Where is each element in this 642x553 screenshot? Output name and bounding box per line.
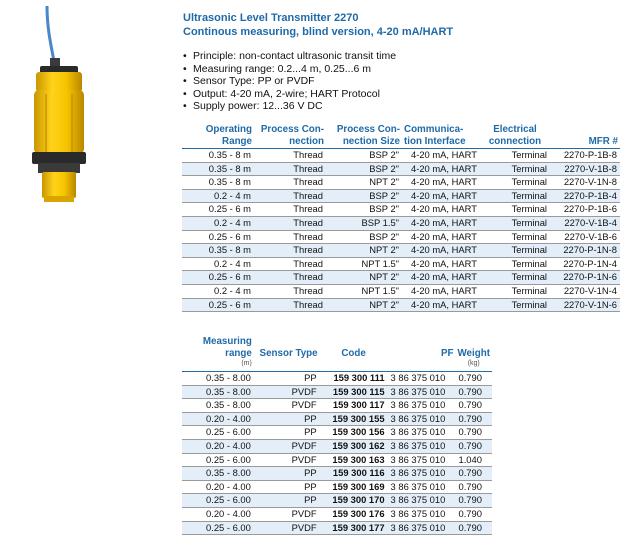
cell-range: 0.25 - 6 m <box>182 298 254 312</box>
cell-electrical: Terminal <box>480 216 550 230</box>
header-operating-range: Operating Range <box>182 124 254 149</box>
cell-mfr: 2270-P-1B-8 <box>550 149 620 163</box>
cell-sensor: PVDF <box>254 453 320 467</box>
cell-size: BSP 2" <box>326 162 402 176</box>
cell-electrical: Terminal <box>480 298 550 312</box>
cell-interface: 4-20 mA, HART <box>402 162 480 176</box>
table-row <box>182 149 620 163</box>
cell-interface: 4-20 mA, HART <box>402 257 480 271</box>
cell-electrical: Terminal <box>480 189 550 203</box>
cell-electrical: Terminal <box>480 271 550 285</box>
cell-weight: 0.790 <box>455 480 492 494</box>
cell-process: Thread <box>254 271 326 285</box>
cell-size: NPT 2" <box>326 176 402 190</box>
cell-code: 159 300 111 <box>320 372 388 386</box>
cell-range: 0.35 - 8 m <box>182 149 254 163</box>
cell-pf: 3 86 375 010 <box>388 453 456 467</box>
cell-mfr: 2270-P-1N-4 <box>550 257 620 271</box>
cell-range: 0.35 - 8.00 <box>182 467 254 481</box>
cell-pf: 3 86 375 010 <box>388 507 456 521</box>
cell-weight: 1.040 <box>455 453 492 467</box>
cell-weight: 0.790 <box>455 399 492 413</box>
cell-pf: 3 86 375 010 <box>388 521 456 535</box>
table-row <box>182 439 492 453</box>
cell-range: 0.20 - 4.00 <box>182 439 254 453</box>
cell-pf: 3 86 375 010 <box>388 480 456 494</box>
cell-mfr: 2270-V-1N-6 <box>550 298 620 312</box>
cell-pf: 3 86 375 010 <box>388 412 456 426</box>
cell-code: 159 300 162 <box>320 439 388 453</box>
cell-sensor: PP <box>254 412 320 426</box>
cell-range: 0.25 - 6 m <box>182 203 254 217</box>
product-title: Ultrasonic Level Transmitter 2270 <box>183 12 359 24</box>
feature-item: • Measuring range: 0.2...4 m, 0.25...6 m <box>183 63 396 76</box>
feature-list <box>183 50 396 113</box>
cell-sensor: PP <box>254 467 320 481</box>
cell-interface: 4-20 mA, HART <box>402 189 480 203</box>
cell-process: Thread <box>254 216 326 230</box>
cell-size: BSP 2" <box>326 149 402 163</box>
cell-process: Thread <box>254 284 326 298</box>
table-row <box>182 399 492 413</box>
cell-electrical: Terminal <box>480 203 550 217</box>
cell-sensor: PVDF <box>254 439 320 453</box>
cell-range: 0.35 - 8 m <box>182 176 254 190</box>
cell-sensor: PP <box>254 426 320 440</box>
cell-process: Thread <box>254 257 326 271</box>
header-electrical-connection: Electrical connection <box>480 124 550 149</box>
cell-electrical: Terminal <box>480 244 550 258</box>
cell-range: 0.35 - 8.00 <box>182 372 254 386</box>
table-row <box>182 480 492 494</box>
cell-size: NPT 1.5" <box>326 284 402 298</box>
ordering-table <box>182 336 492 535</box>
cell-size: NPT 2" <box>326 298 402 312</box>
unit-range: (m) <box>182 359 254 372</box>
header-code: Code <box>341 347 366 359</box>
table-row <box>182 385 492 399</box>
cell-pf: 3 86 375 010 <box>388 467 456 481</box>
specification-table <box>182 124 620 312</box>
table-row <box>182 189 620 203</box>
cell-electrical: Terminal <box>480 257 550 271</box>
cell-code: 159 300 115 <box>320 385 388 399</box>
cell-sensor: PP <box>254 480 320 494</box>
cell-mfr: 2270-V-1N-4 <box>550 284 620 298</box>
cell-code: 159 300 170 <box>320 494 388 508</box>
cell-range: 0.35 - 8 m <box>182 162 254 176</box>
cell-sensor: PVDF <box>254 385 320 399</box>
cell-weight: 0.790 <box>455 426 492 440</box>
cell-mfr: 2270-V-1B-6 <box>550 230 620 244</box>
cell-pf: 3 86 375 010 <box>388 372 456 386</box>
cell-weight: 0.790 <box>455 521 492 535</box>
cell-range: 0.25 - 6 m <box>182 230 254 244</box>
cell-code: 159 300 169 <box>320 480 388 494</box>
cell-range: 0.25 - 6 m <box>182 271 254 285</box>
table-row <box>182 216 620 230</box>
cell-size: NPT 1.5" <box>326 257 402 271</box>
cell-electrical: Terminal <box>480 162 550 176</box>
table-row <box>182 257 620 271</box>
cell-range: 0.25 - 6.00 <box>182 426 254 440</box>
cell-code: 159 300 163 <box>320 453 388 467</box>
cell-sensor: PVDF <box>254 399 320 413</box>
header-sensor-type: Sensor Type <box>259 347 318 359</box>
cell-range: 0.35 - 8.00 <box>182 399 254 413</box>
unit-weight: (kg) <box>455 359 492 372</box>
cell-size: BSP 2" <box>326 189 402 203</box>
table-row <box>182 521 492 535</box>
cell-weight: 0.790 <box>455 507 492 521</box>
cell-pf: 3 86 375 010 <box>388 439 456 453</box>
cell-size: NPT 2" <box>326 271 402 285</box>
cell-weight: 0.790 <box>455 439 492 453</box>
cell-size: BSP 2" <box>326 230 402 244</box>
cell-code: 159 300 176 <box>320 507 388 521</box>
table-row <box>182 412 492 426</box>
table-row <box>182 203 620 217</box>
cell-range: 0.2 - 4 m <box>182 216 254 230</box>
cell-process: Thread <box>254 203 326 217</box>
cell-range: 0.35 - 8.00 <box>182 385 254 399</box>
cell-weight: 0.790 <box>455 412 492 426</box>
cell-mfr: 2270-P-1B-4 <box>550 189 620 203</box>
cell-pf: 3 86 375 010 <box>388 399 456 413</box>
cell-range: 0.25 - 6.00 <box>182 521 254 535</box>
cell-size: BSP 1.5" <box>326 216 402 230</box>
header-pf: PF <box>440 347 454 359</box>
cell-weight: 0.790 <box>455 385 492 399</box>
cell-range: 0.2 - 4 m <box>182 189 254 203</box>
header-connection-size: Process Con- nection Size <box>326 124 402 149</box>
cell-sensor: PVDF <box>254 507 320 521</box>
cell-code: 159 300 156 <box>320 426 388 440</box>
cell-range: 0.20 - 4.00 <box>182 507 254 521</box>
cell-weight: 0.790 <box>455 372 492 386</box>
cell-code: 159 300 155 <box>320 412 388 426</box>
header-mfr: MFR # <box>550 124 620 149</box>
cell-electrical: Terminal <box>480 284 550 298</box>
cell-interface: 4-20 mA, HART <box>402 149 480 163</box>
cell-process: Thread <box>254 149 326 163</box>
table-row <box>182 426 492 440</box>
cell-range: 0.25 - 6.00 <box>182 494 254 508</box>
transmitter-product-image <box>14 6 104 216</box>
cell-mfr: 2270-V-1N-8 <box>550 176 620 190</box>
cell-size: BSP 2" <box>326 203 402 217</box>
header-process-connection: Process Con- nection <box>254 124 326 149</box>
header-weight: Weight <box>457 347 490 359</box>
cell-weight: 0.790 <box>455 467 492 481</box>
cell-code: 159 300 177 <box>320 521 388 535</box>
table-row <box>182 298 620 312</box>
cell-electrical: Terminal <box>480 149 550 163</box>
cell-pf: 3 86 375 010 <box>388 426 456 440</box>
cell-interface: 4-20 mA, HART <box>402 176 480 190</box>
table-row <box>182 372 492 386</box>
cell-interface: 4-20 mA, HART <box>402 284 480 298</box>
header-communication-interface: Communica- tion Interface <box>402 124 480 149</box>
cell-process: Thread <box>254 298 326 312</box>
cell-range: 0.25 - 6.00 <box>182 453 254 467</box>
cell-process: Thread <box>254 244 326 258</box>
cell-process: Thread <box>254 189 326 203</box>
cell-process: Thread <box>254 176 326 190</box>
cell-size: NPT 2" <box>326 244 402 258</box>
cell-mfr: 2270-V-1B-4 <box>550 216 620 230</box>
cell-electrical: Terminal <box>480 176 550 190</box>
cell-interface: 4-20 mA, HART <box>402 216 480 230</box>
cell-sensor: PVDF <box>254 521 320 535</box>
table-row <box>182 453 492 467</box>
table-row <box>182 494 492 508</box>
cell-mfr: 2270-P-1B-6 <box>550 203 620 217</box>
table-row <box>182 284 620 298</box>
cell-interface: 4-20 mA, HART <box>402 298 480 312</box>
cell-code: 159 300 116 <box>320 467 388 481</box>
table-row <box>182 271 620 285</box>
feature-item: • Supply power: 12...36 V DC <box>183 100 396 113</box>
cell-code: 159 300 117 <box>320 399 388 413</box>
product-subtitle: Continous measuring, blind version, 4-20 mA/HART <box>183 26 454 38</box>
table-row <box>182 176 620 190</box>
cell-interface: 4-20 mA, HART <box>402 230 480 244</box>
table-row <box>182 230 620 244</box>
cell-pf: 3 86 375 010 <box>388 494 456 508</box>
cell-electrical: Terminal <box>480 230 550 244</box>
cell-weight: 0.790 <box>455 494 492 508</box>
cell-sensor: PP <box>254 494 320 508</box>
cell-range: 0.20 - 4.00 <box>182 412 254 426</box>
table-row <box>182 467 492 481</box>
cell-mfr: 2270-V-1B-8 <box>550 162 620 176</box>
cell-mfr: 2270-P-1N-6 <box>550 271 620 285</box>
cell-range: 0.35 - 8 m <box>182 244 254 258</box>
table-row <box>182 507 492 521</box>
feature-item: • Output: 4-20 mA, 2-wire; HART Protocol <box>183 88 396 101</box>
cell-range: 0.20 - 4.00 <box>182 480 254 494</box>
cell-range: 0.2 - 4 m <box>182 257 254 271</box>
cell-pf: 3 86 375 010 <box>388 385 456 399</box>
cell-process: Thread <box>254 162 326 176</box>
cell-process: Thread <box>254 230 326 244</box>
cell-mfr: 2270-P-1N-8 <box>550 244 620 258</box>
header-measuring-range: Measuring range <box>202 336 252 359</box>
feature-item: • Principle: non-contact ultrasonic transit time <box>183 50 396 63</box>
table-row <box>182 162 620 176</box>
cell-sensor: PP <box>254 372 320 386</box>
table-row <box>182 244 620 258</box>
cell-range: 0.2 - 4 m <box>182 284 254 298</box>
feature-item: • Sensor Type: PP or PVDF <box>183 75 396 88</box>
cell-interface: 4-20 mA, HART <box>402 203 480 217</box>
cell-interface: 4-20 mA, HART <box>402 271 480 285</box>
cell-interface: 4-20 mA, HART <box>402 244 480 258</box>
